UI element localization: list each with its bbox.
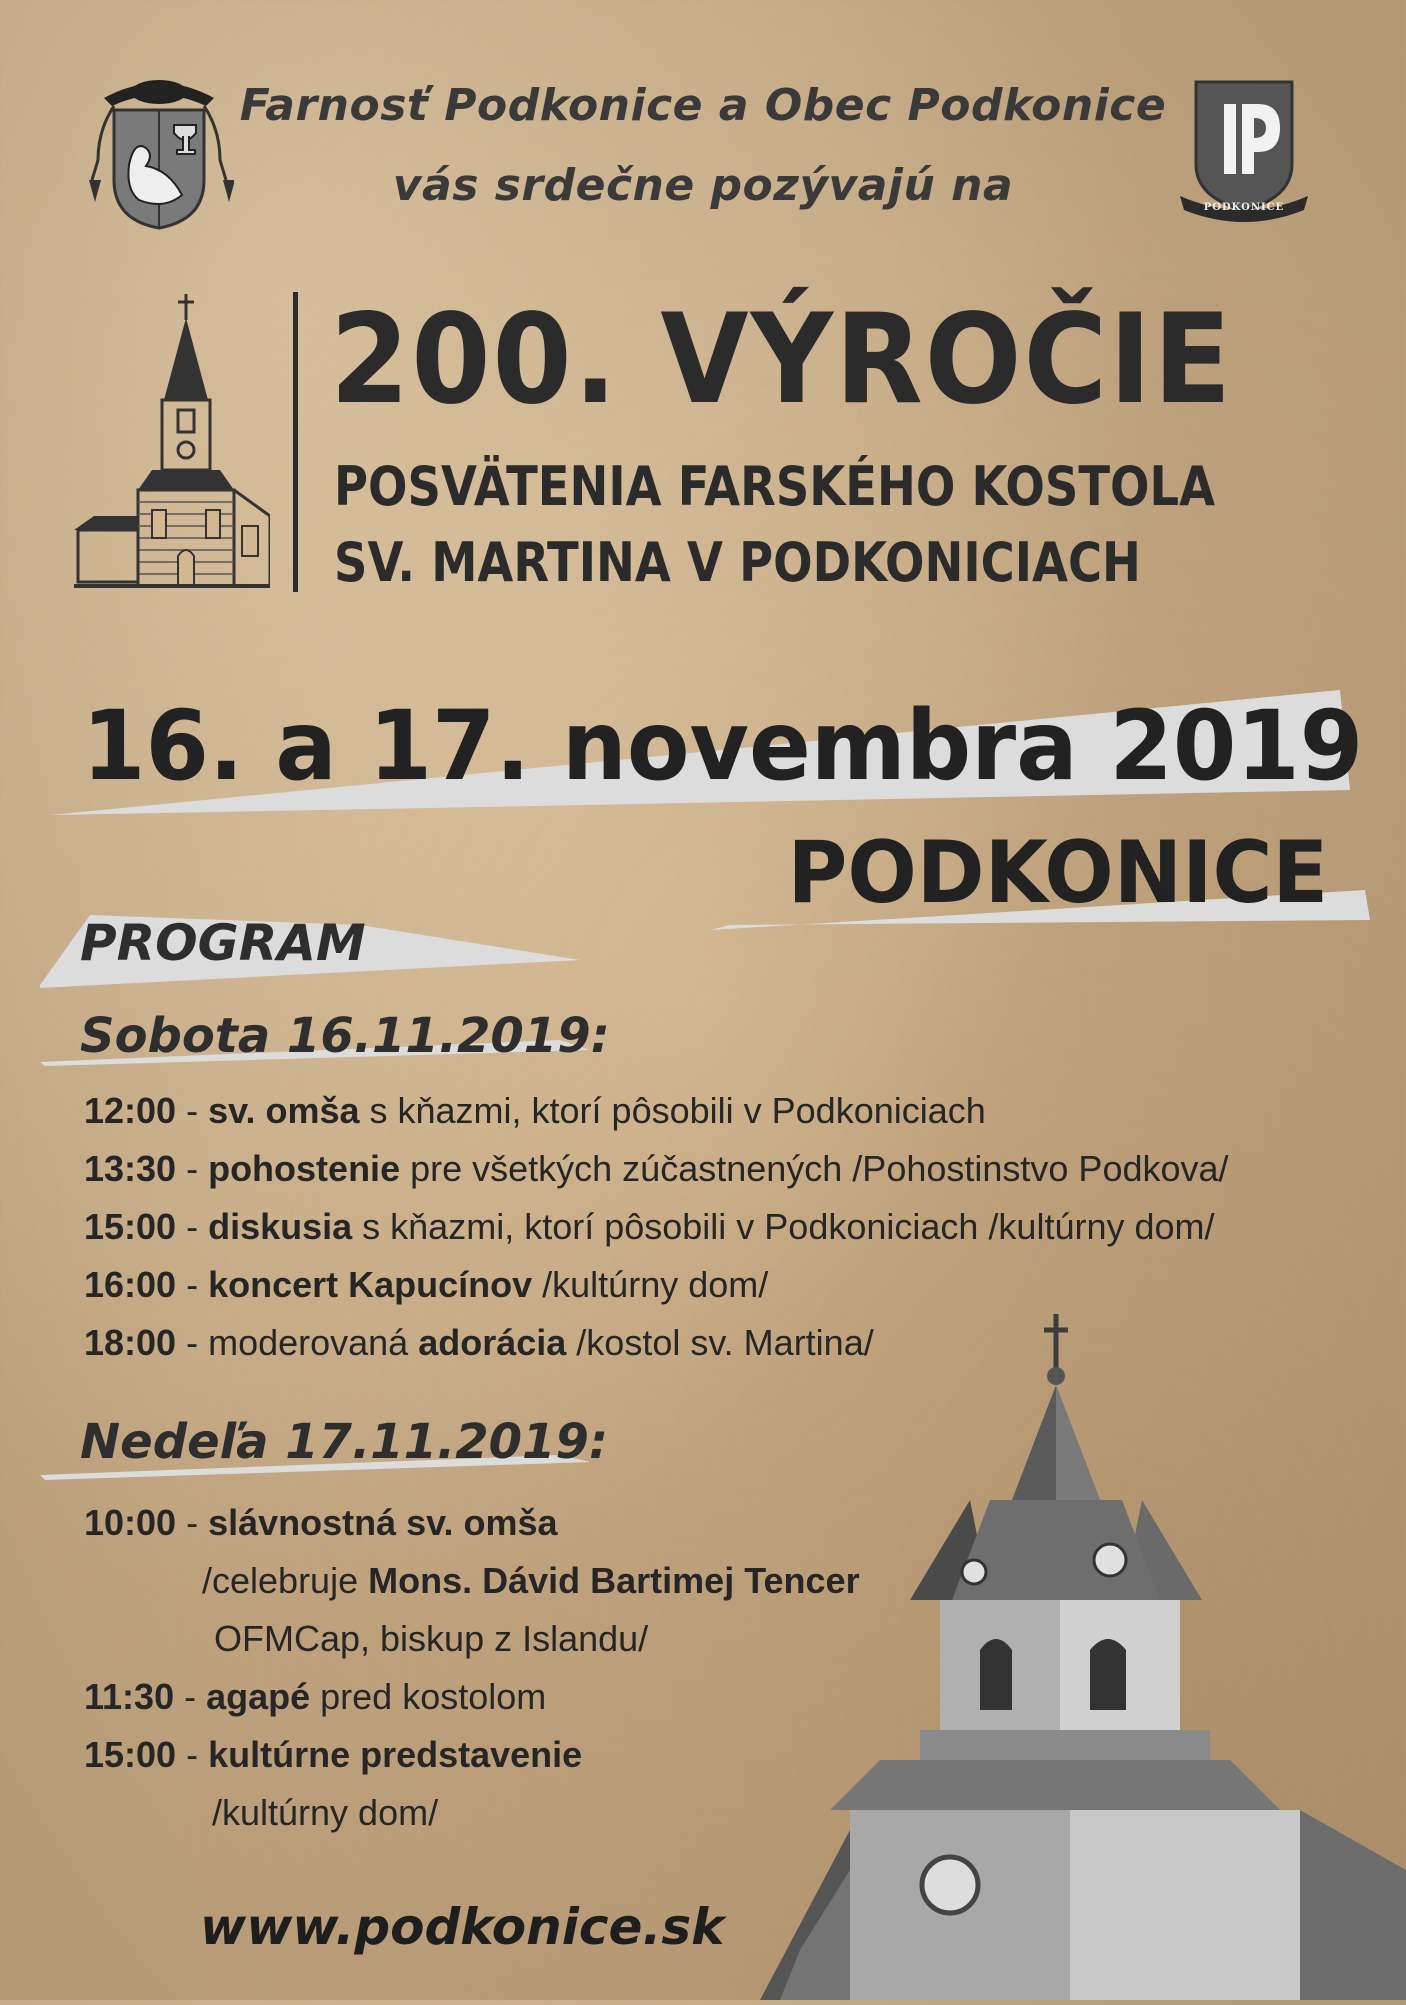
item-time: 15:00	[84, 1206, 177, 1247]
anniversary-title: 200. VÝROČIE	[330, 288, 1234, 432]
item-title: diskusia	[208, 1206, 353, 1247]
item-title: Mons. Dávid Bartimej Tencer	[368, 1560, 860, 1601]
item-detail: pre všetkých zúčastnených /Pohostinstvo Podkova/	[400, 1148, 1229, 1189]
item-prefix: moderovaná	[208, 1322, 419, 1363]
item-sep: -	[176, 1502, 209, 1543]
invitation-line-2: vás srdečne pozývajú na	[392, 160, 1014, 211]
event-date: 16. a 17. novembra 2019	[82, 690, 1364, 802]
item-title: agapé	[206, 1676, 311, 1717]
church-tower-photo	[760, 1310, 1406, 2000]
item-prefix: /celebruje	[202, 1560, 369, 1601]
item-detail: /kultúrny dom/	[532, 1264, 769, 1305]
item-time: 12:00	[84, 1090, 177, 1131]
item-time: 11:30	[84, 1676, 175, 1717]
item-title: pohostenie	[208, 1148, 401, 1189]
invitation-line-1: Farnosť Podkonice a Obec Podkonice	[239, 80, 1167, 131]
item-sep: -	[174, 1676, 207, 1717]
item-sep: -	[176, 1734, 209, 1775]
item-sep: -	[176, 1264, 209, 1305]
item-detail: s kňazmi, ktorí pôsobili v Podkoniciach /kultúrny dom/	[352, 1206, 1215, 1247]
list-item	[84, 1552, 860, 1610]
item-sep: -	[176, 1206, 209, 1247]
item-title: koncert Kapucínov	[208, 1264, 533, 1305]
list-item	[84, 1082, 1229, 1140]
title-subline-2: SV. MARTINA V PODKONICIACH	[334, 531, 1141, 594]
item-time: 13:30	[84, 1148, 177, 1189]
item-title: kultúrne predstavenie	[208, 1734, 583, 1775]
item-sep: -	[176, 1090, 209, 1131]
list-item	[84, 1198, 1229, 1256]
title-subline-1: POSVÄTENIA FARSKÉHO KOSTOLA	[334, 455, 1216, 518]
item-title: adorácia	[418, 1322, 567, 1363]
event-place: PODKONICE	[787, 823, 1328, 923]
list-item	[84, 1140, 1229, 1198]
item-detail: /kultúrny dom/	[212, 1792, 439, 1833]
church-tower-icon	[760, 1310, 1406, 2000]
list-item	[84, 1784, 860, 1842]
item-detail: /kostol sv. Martina/	[566, 1322, 874, 1363]
list-item	[84, 1256, 1229, 1314]
item-detail: pred kostolom	[310, 1676, 547, 1717]
list-item	[84, 1494, 860, 1552]
village-crest-label: PODKONICE	[1203, 202, 1285, 213]
item-time: 18:00	[84, 1322, 177, 1363]
website-url: www.podkonice.sk	[200, 1898, 725, 1956]
item-time: 15:00	[84, 1734, 177, 1775]
item-detail: s kňazmi, ktorí pôsobili v Podkoniciach	[359, 1090, 986, 1131]
item-title: slávnostná sv. omša	[208, 1502, 558, 1543]
program-heading: PROGRAM	[80, 914, 366, 972]
item-sep: -	[176, 1322, 209, 1363]
sunday-program	[84, 1494, 860, 1842]
list-item	[84, 1668, 860, 1726]
saturday-heading: Sobota 16.11.2019:	[80, 1008, 610, 1064]
item-time: 10:00	[84, 1502, 177, 1543]
list-item	[84, 1610, 860, 1668]
item-sep: -	[176, 1148, 209, 1189]
item-detail: OFMCap, biskup z Islandu/	[214, 1618, 649, 1659]
list-item	[84, 1726, 860, 1784]
item-time: 16:00	[84, 1264, 177, 1305]
item-title: sv. omša	[208, 1090, 360, 1131]
sunday-heading: Nedeľa 17.11.2019:	[80, 1414, 609, 1470]
